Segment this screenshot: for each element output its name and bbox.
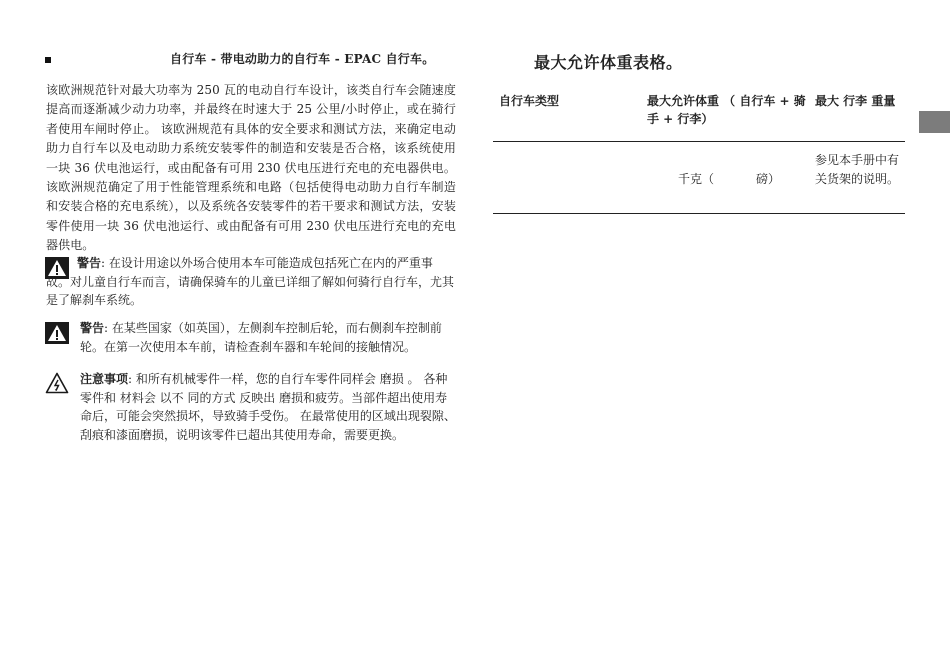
table-rule-top bbox=[493, 141, 905, 142]
cell-luggage-note: 参见本手册中有关货架的说明。 bbox=[815, 153, 900, 186]
section-heading: 自行车 - 带电动助力的自行车 - EPAC 自行车。 bbox=[170, 52, 435, 66]
warning-note-1 bbox=[46, 254, 456, 310]
warning-note-2 bbox=[46, 319, 456, 356]
caution-text: : 和所有机械零件一样，您的自行车零件同样会 磨损 。 各种 零件和 材料会 以不 同的方式 反映出 磨损和疲劳。当部件超出使用寿命后，可能会突然损坏，导致骑手受伤。 在最常使用的区域出现裂隙、刮痕和漆面磨损，说明该零件已超出其使用寿命，需要更换。 bbox=[80, 372, 456, 442]
header-bike-type: 自行车类型 bbox=[499, 94, 560, 108]
warning-text: : 在设计用途以外场合使用本车可能造成包括死亡在内的严重事故。对儿童自行车而言，请确保骑车的儿童已详细了解如何骑行自行车，尤其是了解刹车系统。 bbox=[46, 256, 455, 308]
warning-label: 警告 bbox=[77, 256, 102, 270]
body-paragraph: 该欧洲规范针对最大功率为 250 瓦的电动自行车设计，该类自行车会随速度提高而逐渐减少动力功率，并最终在时速大于 25 公里/小时停止，或在骑行者使用车闸时停止。 该欧洲规范有具体的安全要求和测试方法，来确定电动助力自行车以及电动助力系统安装零件的制造和安装是否合格，该系统使用一块 36 伏电池运行，或由配备有可用 230 伏电压进行充电的充电器供电。 该欧洲规范确定了用于性能管理系统和电路（包括使得电动助力自行车制造和安装合格的充电系统），以及系统各安装零件的若干要求和测试方法，安装零件使用一块 36 伏电池运行、或由配备有可用 230 伏电压进行充电的充电器供电。 bbox=[46, 83, 456, 253]
page-side-tab bbox=[919, 111, 950, 133]
table-rule-bottom bbox=[493, 213, 905, 214]
cell-weight-kg: 千克（ bbox=[678, 172, 715, 186]
table-title: 最大允许体重表格。 bbox=[534, 53, 683, 72]
caution-label: 注意事项 bbox=[80, 372, 129, 386]
cell-weight-lb: 磅） bbox=[756, 172, 781, 186]
section-bullet bbox=[45, 57, 51, 63]
warning-text: : 在某些国家（如英国），左侧刹车控制后轮，而右侧刹车控制前轮。在第一次使用本车前，请检查刹车器和车轮间的接触情况。 bbox=[80, 321, 442, 354]
header-max-luggage: 最大 行李 重量 bbox=[815, 94, 896, 108]
header-max-weight: 最大允许体重 （ 自行车 + 骑手 + 行李） bbox=[647, 94, 806, 126]
warning-label: 警告 bbox=[80, 321, 105, 335]
caution-note bbox=[46, 370, 456, 444]
